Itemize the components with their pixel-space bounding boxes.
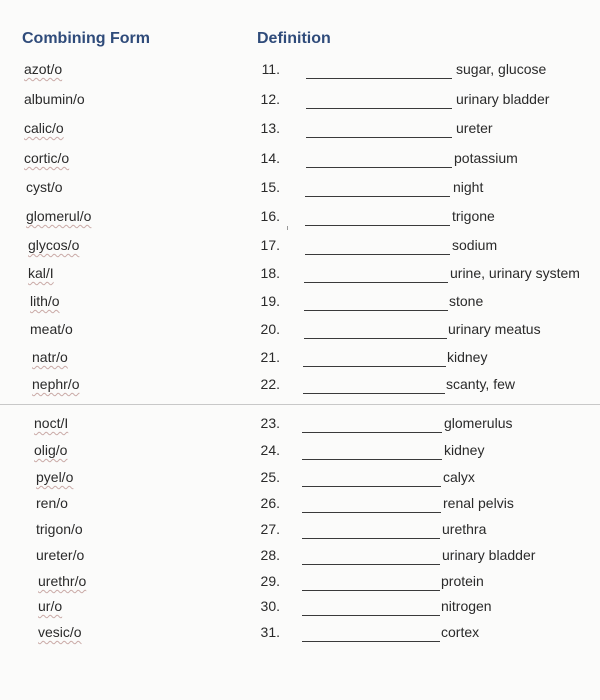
answer-blank[interactable] [306, 167, 452, 168]
term-row [0, 469, 600, 493]
term-row [0, 150, 600, 174]
item-number: 15. [260, 179, 280, 195]
answer-blank[interactable] [303, 366, 446, 367]
combining-form: trigon/o [36, 521, 83, 537]
item-number: 31. [260, 624, 280, 640]
item-number: 23. [260, 415, 280, 431]
answer-blank[interactable] [305, 225, 450, 226]
item-number: 29. [260, 573, 280, 589]
answer-blank[interactable] [302, 615, 440, 616]
item-number: 28. [260, 547, 280, 563]
item-number: 24. [260, 442, 280, 458]
answer-blank[interactable] [305, 196, 450, 197]
definition-text: scanty, few [446, 376, 515, 392]
term-row [0, 547, 600, 571]
combining-form: cyst/o [26, 179, 63, 195]
item-number: 18. [260, 265, 280, 281]
term-row [0, 293, 600, 317]
term-row [0, 237, 600, 261]
combining-form: natr/o [32, 349, 68, 365]
item-number: 12. [260, 91, 280, 107]
item-number: 19. [260, 293, 280, 309]
definition-text: sodium [452, 237, 498, 253]
item-number: 16. [260, 208, 280, 224]
combining-form: nephr/o [32, 376, 80, 392]
definition-text: stone [449, 293, 484, 309]
definition-header: Definition [257, 30, 331, 47]
section-divider [0, 404, 600, 405]
answer-blank[interactable] [306, 78, 452, 79]
definition-text: calyx [443, 469, 475, 485]
definition-text: sugar, glucose [456, 61, 547, 77]
answer-blank[interactable] [304, 282, 448, 283]
answer-blank[interactable] [306, 108, 452, 109]
combining-form: ren/o [36, 495, 68, 511]
definition-text: night [453, 179, 484, 195]
combining-form: ureter/o [36, 547, 85, 563]
combining-form: calic/o [24, 120, 64, 136]
item-number: 17. [260, 237, 280, 253]
answer-blank[interactable] [302, 590, 440, 591]
item-number: 26. [260, 495, 280, 511]
definition-text: urinary bladder [442, 547, 536, 563]
term-row [0, 179, 600, 203]
answer-blank[interactable] [302, 512, 441, 513]
combining-form: noct/I [34, 415, 69, 431]
definition-text: cortex [441, 624, 480, 640]
answer-blank[interactable] [302, 564, 440, 565]
answer-blank[interactable] [303, 393, 445, 394]
answer-blank[interactable] [306, 137, 452, 138]
combining-form: olig/o [34, 442, 68, 458]
definition-text: urine, urinary system [450, 265, 580, 281]
combining-form: vesic/o [38, 624, 82, 640]
definition-text: trigone [452, 208, 495, 224]
combining-form-header: Combining Form [22, 30, 150, 47]
answer-blank[interactable] [302, 486, 441, 487]
item-number: 13. [260, 120, 280, 136]
combining-form: azot/o [24, 61, 63, 77]
combining-form: pyel/o [36, 469, 74, 485]
item-number: 22. [260, 376, 280, 392]
item-number: 27. [260, 521, 280, 537]
answer-blank[interactable] [302, 459, 442, 460]
definition-text: urinary bladder [456, 91, 550, 107]
definition-text: urethra [442, 521, 487, 537]
definition-text: kidney [447, 349, 488, 365]
answer-blank[interactable] [304, 338, 447, 339]
term-row [0, 598, 600, 622]
term-row [0, 120, 600, 144]
term-row [0, 376, 600, 400]
term-row [0, 573, 600, 597]
definition-text: renal pelvis [443, 495, 514, 511]
combining-form: albumin/o [24, 91, 85, 107]
item-number: 25. [260, 469, 280, 485]
item-number: 21. [260, 349, 280, 365]
definition-text: kidney [444, 442, 485, 458]
term-row [0, 624, 600, 648]
item-number: 30. [260, 598, 280, 614]
term-row [0, 495, 600, 519]
combining-form: kal/I [28, 265, 54, 281]
definition-text: potassium [454, 150, 518, 166]
definition-text: nitrogen [441, 598, 492, 614]
combining-form: glomerul/o [26, 208, 92, 224]
answer-blank[interactable] [302, 641, 440, 642]
definition-text: ureter [456, 120, 493, 136]
term-row [0, 442, 600, 466]
answer-blank[interactable] [305, 254, 450, 255]
combining-form: lith/o [30, 293, 60, 309]
combining-form: meat/o [30, 321, 73, 337]
definition-text: urinary meatus [448, 321, 541, 337]
term-row [0, 208, 600, 232]
item-number: 11. [261, 61, 280, 77]
definition-text: protein [441, 573, 484, 589]
combining-form: cortic/o [24, 150, 70, 166]
item-number: 14. [260, 150, 280, 166]
answer-blank[interactable] [302, 432, 442, 433]
combining-form: glycos/o [28, 237, 80, 253]
term-row [0, 61, 600, 85]
term-row [0, 321, 600, 345]
definition-text: glomerulus [444, 415, 513, 431]
term-row [0, 91, 600, 115]
item-number: 20. [260, 321, 280, 337]
combining-form: ur/o [38, 598, 63, 614]
term-row [0, 265, 600, 289]
answer-blank[interactable] [302, 538, 440, 539]
term-row [0, 521, 600, 545]
answer-blank[interactable] [304, 310, 448, 311]
term-row [0, 415, 600, 439]
term-row [0, 349, 600, 373]
combining-form: urethr/o [38, 573, 87, 589]
